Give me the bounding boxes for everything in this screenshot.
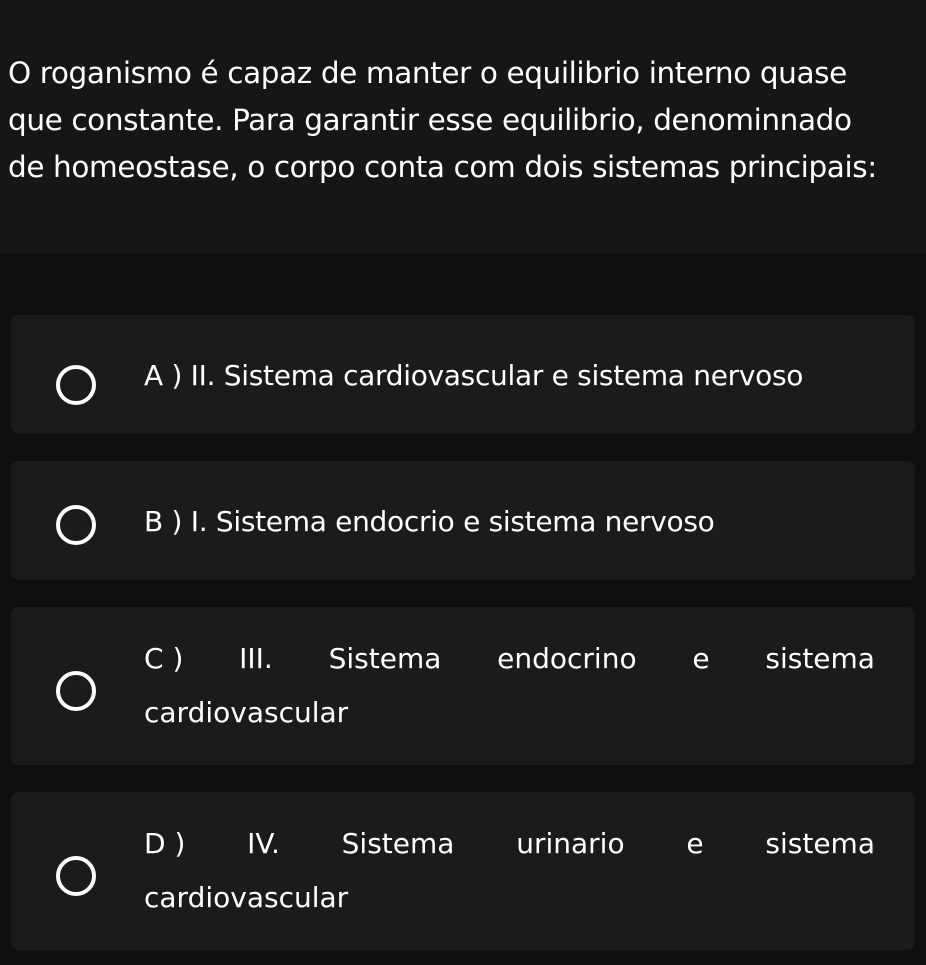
option-word: D ) (144, 827, 186, 860)
option-a[interactable] (11, 315, 915, 434)
option-d-label-line2: cardiovascular (144, 881, 349, 914)
radio-circle-icon[interactable] (56, 365, 96, 405)
option-word: sistema (765, 642, 875, 675)
option-word: urinario (516, 827, 625, 860)
option-c[interactable] (11, 607, 915, 765)
radio-circle-icon[interactable] (56, 671, 96, 711)
question-line: O roganismo é capaz de manter o equilibrio interno quase (8, 56, 847, 90)
option-b-label: B ) I. Sistema endocrio e sistema nervoso (144, 505, 715, 538)
question-line: que constante. Para garantir esse equilibrio, denominnado (8, 103, 852, 137)
option-word: endocrino (497, 642, 637, 675)
option-word: sistema (765, 827, 875, 860)
option-d-label-line1 (144, 827, 875, 860)
option-word: III. (239, 642, 273, 675)
option-word: IV. (247, 827, 280, 860)
option-b[interactable] (11, 461, 915, 580)
option-word: e (692, 642, 710, 675)
option-a-label: A ) II. Sistema cardiovascular e sistema nervoso (144, 359, 804, 392)
option-d[interactable] (11, 792, 915, 950)
option-word: Sistema (341, 827, 455, 860)
option-word: C ) (144, 642, 184, 675)
option-word: Sistema (328, 642, 442, 675)
option-c-label-line1 (144, 642, 875, 675)
option-c-label-line2: cardiovascular (144, 696, 349, 729)
radio-circle-icon[interactable] (56, 505, 96, 545)
radio-circle-icon[interactable] (56, 856, 96, 896)
question-panel (0, 0, 926, 254)
option-word: e (686, 827, 704, 860)
question-line: de homeostase, o corpo conta com dois sistemas principais: (8, 150, 877, 184)
question-text (8, 50, 923, 191)
